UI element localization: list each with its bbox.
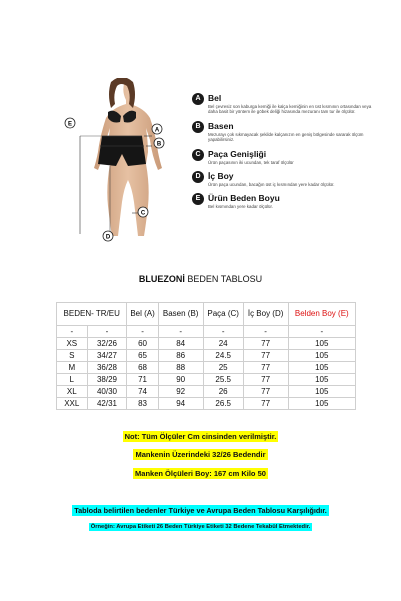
table-row [57, 374, 356, 386]
table-cell: 86 [158, 350, 203, 362]
table-cell: 105 [288, 362, 355, 374]
table-row [57, 338, 356, 350]
table-cell: 38/29 [87, 374, 127, 386]
table-cell: 77 [243, 362, 288, 374]
table-cell: S [57, 350, 88, 362]
table-cell: 88 [158, 362, 203, 374]
table-cell: - [243, 326, 288, 338]
legend-badge-a: A [192, 93, 204, 105]
table-body [57, 326, 356, 410]
legend-desc: Ürün paça ucundan, bacağın üst iç kısmından yere kadar ölçülür. [208, 182, 335, 188]
table-cell: 36/28 [87, 362, 127, 374]
table-cell: L [57, 374, 88, 386]
table-cell: 32/26 [87, 338, 127, 350]
table-row [57, 362, 356, 374]
table-header-row [57, 303, 356, 326]
measurement-figure [62, 78, 182, 248]
col-header-paca: Paça (C) [203, 303, 243, 326]
legend-item-ic-boy [192, 170, 382, 187]
svg-text:B: B [156, 141, 162, 148]
label-a [152, 124, 162, 134]
legend-badge-e: E [192, 193, 204, 205]
table-cell: 24.5 [203, 350, 243, 362]
table-cell: 84 [158, 338, 203, 350]
table-cell: 90 [158, 374, 203, 386]
table-cell: - [87, 326, 127, 338]
table-cell: 25 [203, 362, 243, 374]
legend-desc: Bel çevresiz son kaburga kemiği ile kalça kemiğinin en üst kısmının ortasından veya daha basit bir yöntem ile göbek deliği hizasında mezuranı tam tur ile ölçülür. [208, 104, 372, 115]
legend-desc: Bel kısmından yere kadar ölçülür. [208, 204, 273, 210]
table-row [57, 398, 356, 410]
col-header-beden: BEDEN- TR/EU [57, 303, 127, 326]
figure-hair [109, 78, 135, 108]
table-cell: 83 [127, 398, 158, 410]
table-cell: XL [57, 386, 88, 398]
legend-desc: Mezurayı çok sıkmayacak şekilde kalçanızın en geniş bölgesinde sararak ölçüm yapabilirsiniz. [208, 131, 364, 143]
table-cell: 92 [158, 386, 203, 398]
table-row [57, 326, 356, 338]
measurement-legend [192, 92, 382, 215]
legend-badge-b: B [192, 121, 204, 133]
svg-text:C: C [140, 210, 146, 217]
col-header-basen: Basen (B) [158, 303, 203, 326]
table-cell: M [57, 362, 88, 374]
legend-badge-d: D [192, 171, 204, 183]
table-cell: 42/31 [87, 398, 127, 410]
legend-badge-c: C [192, 149, 204, 161]
footer-note-equivalence: Tabloda belirtilen bedenler Türkiye ve Avrupa Beden Tablosu Karşılığıdır. [74, 506, 327, 515]
table-cell: 40/30 [87, 386, 127, 398]
legend-title: Basen [208, 120, 234, 131]
table-cell: 105 [288, 398, 355, 410]
svg-text:A: A [154, 127, 160, 134]
table-cell: 26 [203, 386, 243, 398]
table-cell: 77 [243, 350, 288, 362]
legend-title: Bel [208, 93, 222, 103]
table-cell: 71 [127, 374, 158, 386]
footer-note-example: Örneğin: Avrupa Etiketi 26 Beden Türkiye Etiketi 32 Bedene Tekabül Etmektedir. [90, 524, 311, 530]
svg-text:E: E [67, 121, 73, 128]
table-cell: 94 [158, 398, 203, 410]
table-cell: 24 [203, 338, 243, 350]
table-cell: 105 [288, 386, 355, 398]
table-cell: - [158, 326, 203, 338]
label-e [65, 118, 75, 128]
legend-item-basen [192, 120, 382, 143]
table-cell: - [57, 326, 88, 338]
table-cell: - [288, 326, 355, 338]
legend-item-bel [192, 92, 382, 115]
table-cell: - [127, 326, 158, 338]
table-cell: 26.5 [203, 398, 243, 410]
label-d [103, 231, 113, 241]
note-cm: Not: Tüm Ölçüler Cm cinsinden verilmiştir. [124, 432, 277, 441]
table-cell: 68 [127, 362, 158, 374]
title-rest: BEDEN TABLOSU [184, 274, 263, 284]
label-c [138, 207, 148, 217]
table-cell: 65 [127, 350, 158, 362]
table-row [57, 386, 356, 398]
table-cell: 77 [243, 374, 288, 386]
legend-title: Ürün Beden Boyu [208, 193, 280, 204]
legend-title: Paça Genişliği [208, 148, 267, 159]
svg-text:D: D [105, 234, 111, 241]
col-header-belden-boy: Belden Boy (E) [288, 303, 355, 326]
table-cell: 105 [288, 350, 355, 362]
legend-item-beden-boyu [192, 192, 382, 209]
label-b [154, 138, 164, 148]
legend-item-paca [192, 148, 382, 165]
size-table-title [0, 274, 401, 284]
col-header-bel: Bel (A) [127, 303, 158, 326]
legend-title: İç Boy [208, 171, 234, 182]
note-model-size: Mankenin Üzerindeki 32/26 Bedendir [135, 450, 266, 459]
table-row [57, 350, 356, 362]
table-cell: - [203, 326, 243, 338]
table-cell: 74 [127, 386, 158, 398]
table-cell: 34/27 [87, 350, 127, 362]
table-cell: 105 [288, 338, 355, 350]
brand-name: BLUEZONİ [138, 274, 185, 284]
table-cell: 77 [243, 338, 288, 350]
legend-desc: Ürün paçasının iki ucundan, tek taraf ölçülür [208, 159, 294, 165]
note-model-measurements: Manken Ölçüleri Boy: 167 cm Kilo 50 [135, 469, 266, 478]
size-table [56, 302, 356, 410]
table-cell: 25.5 [203, 374, 243, 386]
table-cell: 60 [127, 338, 158, 350]
table-cell: 77 [243, 398, 288, 410]
col-header-ic-boy: İç Boy (D) [243, 303, 288, 326]
table-cell: 105 [288, 374, 355, 386]
table-cell: XXL [57, 398, 88, 410]
table-cell: XS [57, 338, 88, 350]
table-cell: 77 [243, 386, 288, 398]
